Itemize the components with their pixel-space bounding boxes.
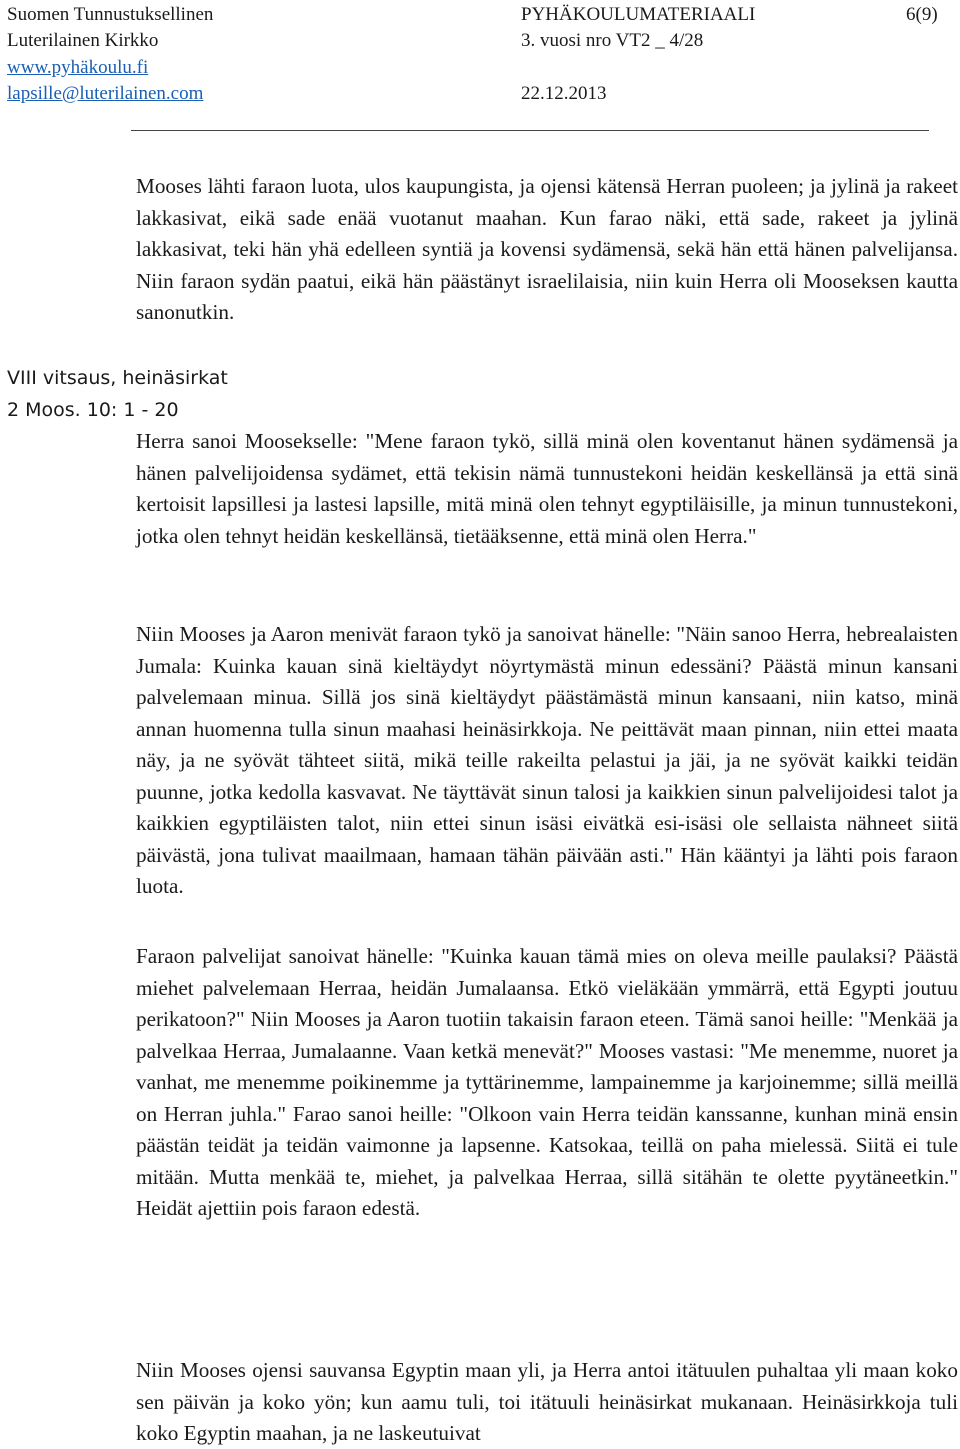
section-heading: VIII vitsaus, heinäsirkat bbox=[7, 367, 228, 389]
body-paragraph-4: Niin Mooses ojensi sauvansa Egyptin maan yli, ja Herra antoi itätuulen puhaltaa yli maan koko sen päivän ja koko yön; kun aamu tuli, toi itätuuli heinäsirkat mukanaan. Heinäsirkkoja tuli koko Egyptin maahan, ja ne laskeutuivat bbox=[136, 1358, 958, 1445]
header-divider bbox=[131, 130, 929, 131]
website-link[interactable]: www.pyhäkoulu.fi bbox=[7, 57, 149, 78]
email-link[interactable]: lapsille@luterilainen.com bbox=[7, 83, 204, 104]
material-title: PYHÄKOULUMATERIAALI bbox=[521, 4, 756, 25]
body-paragraph-3: Faraon palvelijat sanoivat hänelle: "Kuinka kauan tämä mies on oleva meille paulaksi? Päästä miehet palvelemaan Herraa, heidän Jumalaansa. Etkö vieläkään ymmärrä, että Egypti joutuu perikatoon?" Niin Mooses ja Aaron tuotiin takaisin faraon eteen. Tämä sanoi heille: "Menkää ja palvelkaa Herraa, Jumalaanne. Vaan ketkä menevät?" Mooses vastasi: "Me menemme, nuoret ja vanhat, me menemme poikinemme ja tyttärinemme, lampainemme ja karjoinemme; sillä meillä on Herran juhla." Farao sanoi heille: "Olkoon vain Herra teidän kanssanne, kunhan minä ensin päästän teidät ja teidän vaimonne ja lapsenne. Katsokaa, teillä on paha mielessä. Siitä ei tule mitään. Mutta menkää te, miehet, ja palvelkaa Herraa, sillä sitähän te olette pyytäneetkin." Heidät ajettiin pois faraon edestä. bbox=[136, 944, 958, 1220]
organization-name-line-1: Suomen Tunnustuksellinen bbox=[7, 4, 214, 25]
body-paragraph-2: Niin Mooses ja Aaron menivät faraon tykö ja sanoivat hänelle: "Näin sanoo Herra, hebrealaisten Jumala: Kuinka kauan sinä kieltäydyt nöyrtymästä minun edessäni? Päästä minun kansani palvelemaan minua. Sillä jos sinä kieltäydyt päästämästä minun kansaani, niin katso, minä annan huomenna tulla sinun maahasi heinäsirkkoja. Ne peittävät maan pinnan, niin ettei maata näy, ja ne syövät tähteet siitä, mikä teille rakeilta pelastui ja jäi, ja ne syövät kaikki teidän puunne, jotka kedolla kasvavat. Ne täyttävät sinun talosi ja kaikkien sinun palvelijoidesi talot ja kaikkien egyptiläisten talot, niin ettei sinun isäsi eivätkä esi-isäsi ole sellaista nähneet siitä päivästä, jona tulivat maailmaan, hamaan tähän päivään asti." Hän kääntyi ja lähti pois faraon luota. bbox=[136, 622, 958, 898]
document-date: 22.12.2013 bbox=[521, 83, 607, 104]
bible-reference: 2 Moos. 10: 1 - 20 bbox=[7, 399, 179, 421]
lesson-number: 3. vuosi nro VT2 _ 4/28 bbox=[521, 30, 704, 51]
organization-name-line-2: Luterilainen Kirkko bbox=[7, 30, 159, 51]
page-number: 6(9) bbox=[906, 4, 938, 25]
body-paragraph-1: Herra sanoi Moosekselle: "Mene faraon tykö, sillä minä olen koventanut hänen sydämensä ja hänen palvelijoidensa sydämet, että tekisin nämä tunnustekoni heidän keskellänsä ja että sinä kertoisit lapsillesi ja lastesi lapsille, mitä minä olen tehnyt egyptiläisille, ja minun tunnustekoni, jotka olen tehnyt heidän keskellänsä, tietääksenne, että minä olen Herra." bbox=[136, 429, 958, 548]
intro-paragraph: Mooses lähti faraon luota, ulos kaupungista, ja ojensi kätensä Herran puoleen; ja jylinä ja rakeet lakkasivat, eikä sade enää vuotanut maahan. Kun farao näki, että sade, rakeet ja jylinä lakkasivat, teki hän yhä edelleen syntiä ja kovensi sydämensä, sekä hän että hänen palvelijansa. Niin faraon sydän paatui, eikä hän päästänyt israelilaisia, niin kuin Herra oli Mooseksen kautta sanonutkin. bbox=[136, 174, 958, 324]
